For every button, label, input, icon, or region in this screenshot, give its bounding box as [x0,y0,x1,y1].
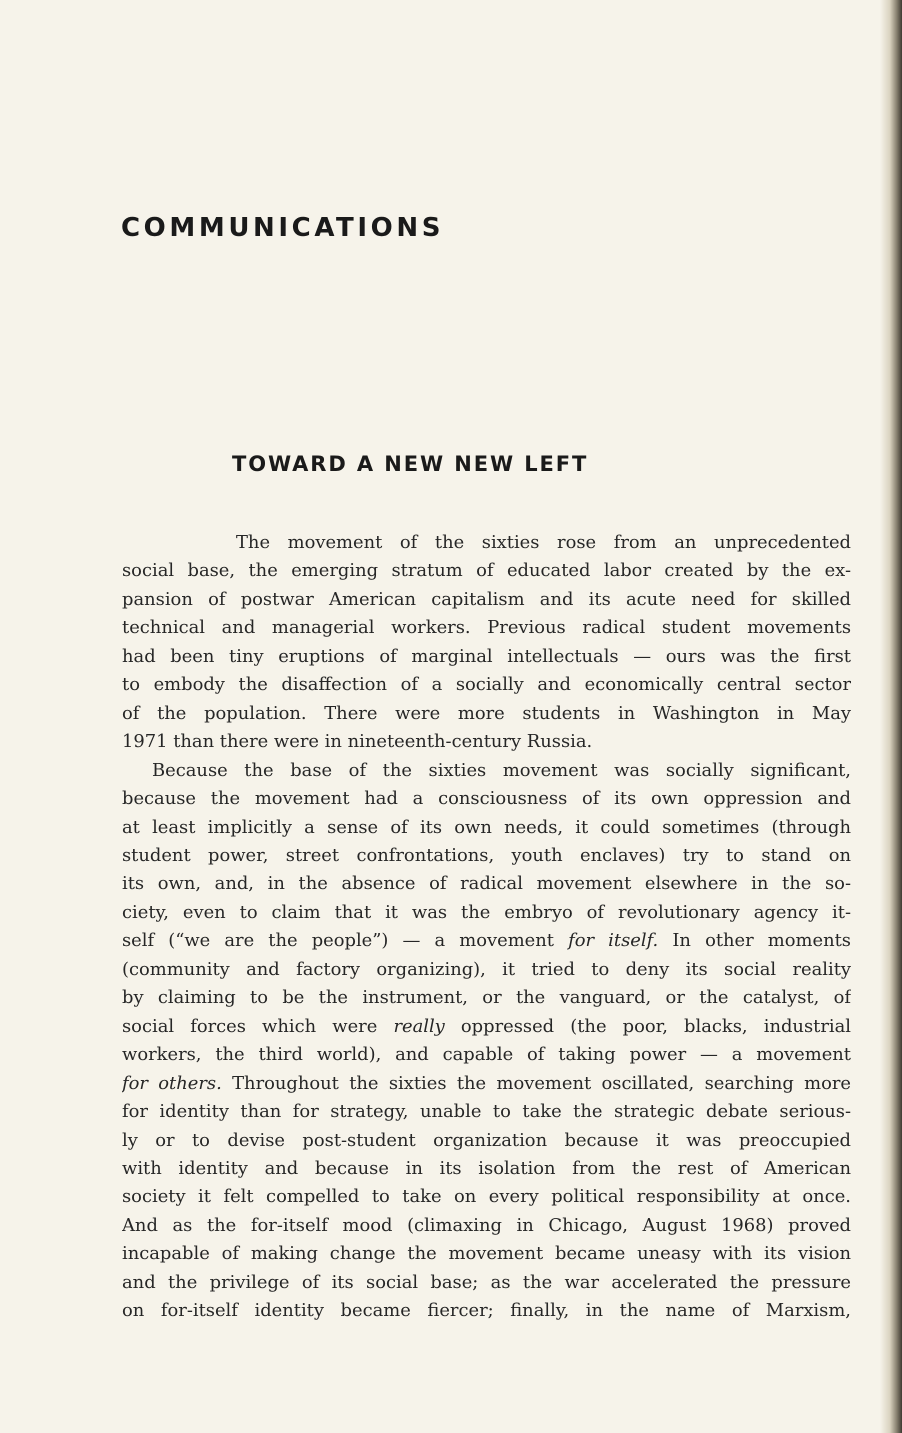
text-line: And as the for-itself mood (climaxing in Chicago, August 1968) proved [122,1214,851,1236]
text-run: social forces which were [122,1015,394,1037]
text-line: had been tiny eruptions of marginal intellectuals — ours was the first [122,645,851,667]
text-line: (community and factory organizing), it tried to deny its social reality [122,958,851,980]
italic-text: for itself. [568,930,659,952]
text-line: incapable of making change the movement became uneasy with its vision [122,1243,851,1265]
text-line: workers, the third world), and capable of taking power — a movement [122,1044,851,1066]
text-run: self (“we are the people”) — a movement [122,930,569,952]
text-run: Throughout the sixties the movement oscillated, searching more [221,1072,851,1094]
article-title: TOWARD A NEW NEW LEFT [232,452,589,476]
article-body [122,529,851,1326]
text-line [122,927,851,955]
text-line: of the population. There were more students in Washington in May [122,702,851,724]
text-line: its own, and, in the absence of radical movement elsewhere in the so- [122,873,851,895]
text-line: because the movement had a consciousness of its own oppression and [122,788,851,810]
text-line: with identity and because in its isolation from the rest of American [122,1157,851,1179]
text-line: ciety, even to claim that it was the embryo of revolutionary agency it- [122,901,851,923]
italic-text: for others. [122,1072,222,1094]
text-line: to embody the disaffection of a socially and economically central sector [122,674,851,696]
text-line: 1971 than there were in nineteenth-century Russia. [122,731,593,753]
text-line: by claiming to be the instrument, or the vanguard, or the catalyst, of [122,987,851,1009]
text-line: on for-itself identity became fiercer; finally, in the name of Marxism, [122,1300,851,1322]
text-line: student power, street confrontations, youth enclaves) try to stand on [122,844,851,866]
page-edge-shadow [880,0,902,1433]
italic-text: really [393,1015,445,1037]
text-line: and the privilege of its social base; as the war accelerated the pressure [122,1271,851,1293]
text-line: for identity than for strategy, unable to take the strategic debate serious- [122,1101,851,1123]
text-run: oppressed (the poor, blacks, industrial [444,1015,851,1037]
text-line: ly or to devise post-student organization because it was preoccupied [122,1129,851,1151]
paragraph-2 [122,757,851,1326]
section-title: COMMUNICATIONS [121,213,445,243]
paragraph-1 [122,529,851,757]
text-line: Because the base of the sixties movement was socially significant, [152,759,851,781]
text-line: social base, the emerging stratum of educated labor created by the ex- [122,560,851,582]
text-line [122,1013,851,1041]
text-line: society it felt compelled to take on every political responsibility at once. [122,1186,851,1208]
text-line: pansion of postwar American capitalism and its acute need for skilled [122,588,851,610]
text-line: at least implicitly a sense of its own needs, it could sometimes (through [122,816,851,838]
text-line: The movement of the sixties rose from an unprecedented [236,532,851,553]
text-line: technical and managerial workers. Previous radical student movements [122,617,851,639]
text-run: In other moments [658,930,851,952]
text-line [122,1070,851,1098]
